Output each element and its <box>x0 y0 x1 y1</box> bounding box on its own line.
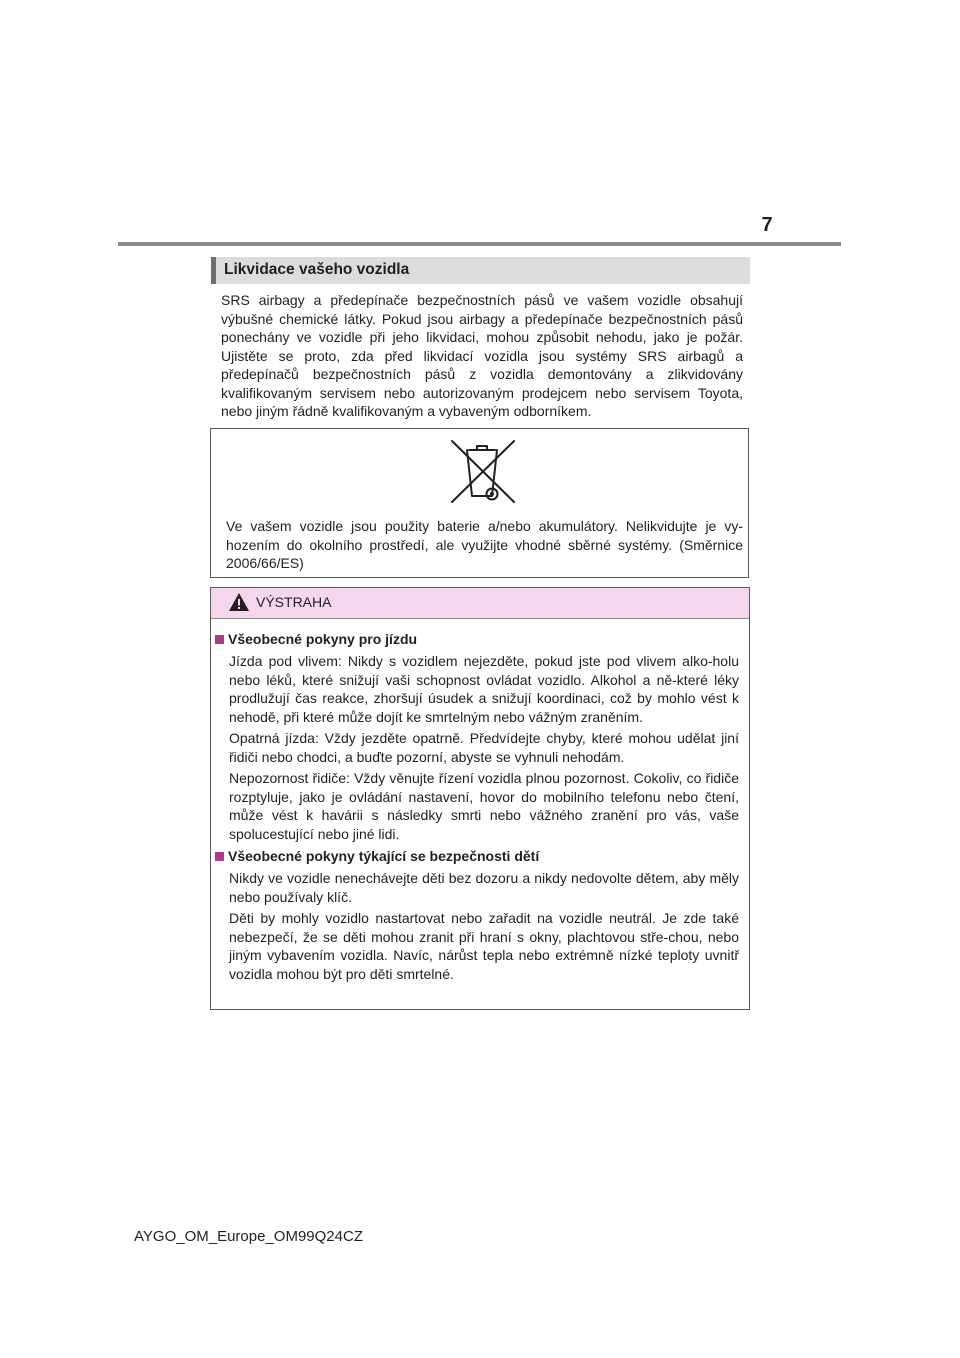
document-footer: AYGO_OM_Europe_OM99Q24CZ <box>134 1228 363 1245</box>
bullet-square-icon <box>215 852 224 861</box>
warning-box <box>210 587 750 1010</box>
recycling-text: Ve vašem vozidle jsou použity baterie a/nebo akumulátory. Nelikvidujte je vy-hozením do okolního prostředí, ale využijte vhodné sběrné systémy. (Směrnice 2006/66/ES) <box>226 518 743 571</box>
bullet-heading <box>211 630 749 649</box>
page-number: 7 <box>761 214 773 236</box>
header-rule <box>118 242 841 246</box>
warning-paragraph: Nikdy ve vozidle nenechávejte děti bez dozoru a nikdy nedovolte dětem, aby měly nebo používaly klíč. <box>229 870 739 905</box>
bullet-square-icon <box>215 635 224 644</box>
section-title: Likvidace vašeho vozidla <box>224 261 410 278</box>
recycling-notice <box>210 428 749 578</box>
warning-paragraph: Děti by mohly vozidlo nastartovat nebo zařadit na vozidle neutrál. Je zde také nebezpečí, že se děti mohou zranit při hraní s okny, plachtovou stře-chou, nebo jiným vybavením vozidla. Navíc, nárůst tepla nebo extrémně nízké teploty uvnitř vozidla mohou být pro děti smrtelné. <box>229 910 739 982</box>
warning-body <box>211 626 749 983</box>
warning-paragraph: Opatrná jízda: Vždy jezděte opatrně. Předvídejte chyby, které mohou udělat jiní řidiči nebo chodci, a buďte pozorní, abyste se vyhnuli nehodám. <box>229 730 739 765</box>
bullet-heading-text: Všeobecné pokyny pro jízdu <box>228 631 418 647</box>
warning-paragraph: Nepozornost řidiče: Vždy věnujte řízení vozidla plnou pozornost. Cokoliv, co řidiče rozptyluje, jako je ovládání nastavení, hovor do mobilního telefonu nebo čtení, může vést k havárii s následky smrti nebo vážného zranění pro vás, vaše spolucestující nebo jiné lidi. <box>229 770 739 842</box>
warning-header <box>211 588 749 619</box>
section-header <box>211 257 750 284</box>
bullet-heading-text: Všeobecné pokyny týkající se bezpečnosti dětí <box>228 848 540 864</box>
warning-paragraph: Jízda pod vlivem: Nikdy s vozidlem nejezděte, pokud jste pod vlivem alko-holu nebo léků, které snižují vaši schopnost ovládat vozidlo. Alkohol a ně-které léky prodlužují čas reakce, zhoršují úsudek a snižují koordinaci, což by mohlo vést k nehodě, při které může dojít ke smrtelným nebo vážným zraněním. <box>229 653 739 725</box>
warning-label: VÝSTRAHA <box>256 594 332 610</box>
warning-triangle-icon <box>228 592 250 612</box>
crossed-out-wheelie-bin-icon <box>449 439 517 505</box>
warning-section-child-safety <box>211 847 749 983</box>
bullet-heading <box>211 847 749 866</box>
intro-paragraph: SRS airbagy a předepínače bezpečnostních pásů ve vašem vozidle obsahují výbušné chemické látky. Pokud jsou airbagy a předepínače bezpečnostních pásů ponechány ve vozidle při jeho likvidaci, mohou způsobit nehodu, jako je požár. Ujistěte se proto, zda před likvidací vozidla jsou systémy SRS airbagů a předepínačů bezpečnostních pásů z vozidla demontovány a zlikvidovány kvalifikovaným servisem nebo autorizovaným prodejcem nebo servisem Toyota, nebo jiným řádně kvalifikovaným a vybaveným odborníkem. <box>221 292 743 419</box>
warning-section-driving <box>211 630 749 843</box>
